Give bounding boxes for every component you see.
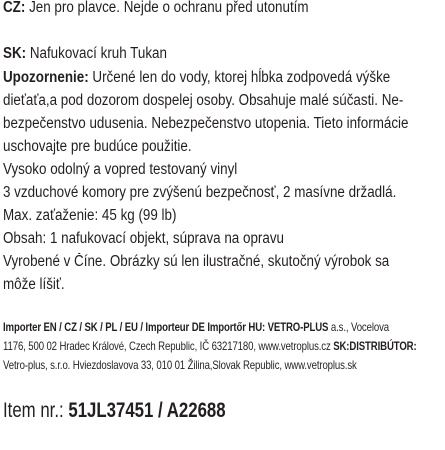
sk-label: SK: <box>3 45 27 62</box>
sk-warning-line: bezpečenstvo udusenia. Nebezpečenstvo utopenia. Tieto informácie <box>3 115 409 132</box>
sk-info-line: 3 vzduchové komory pre zvýšenú bezpečnosť, 2 masívne držadlá. <box>3 184 397 201</box>
sk-warning-text: Určené len do vody, ktorej hĺbka zodpovedá výške <box>88 69 391 86</box>
sk-warning-line: uschovajte pre budúce použitie. <box>3 138 192 155</box>
item-number-line <box>3 399 226 423</box>
sk-product-line <box>3 45 167 63</box>
cz-label: CZ: <box>3 0 26 16</box>
sk-info-line: Obsah: 1 nafukovací objekt, súprava na opravu <box>3 230 284 247</box>
item-number-value: 51JL37451 / A22688 <box>68 399 226 422</box>
sk-info-line: Vyrobené v Číne. Obrázky sú len ilustračné, skutočný výrobok sa <box>3 253 390 270</box>
importer-address-line <box>3 339 417 353</box>
sk-warning-line: dieťaťa,a pod dozorom dospelej osoby. Obsahuje malé súčasti. Ne- <box>3 92 404 109</box>
sk-distributor-label: SK:DISTRIBÚTOR: <box>333 339 417 353</box>
sk-product-name: Nafukovací kruh Tukan <box>26 45 167 62</box>
cz-text: Jen pro plavce. Nejde o ochranu před utonutím <box>25 0 309 16</box>
importer-line <box>3 320 389 334</box>
sk-info-line: Vysoko odolný a vopred testovaný vinyl <box>3 161 238 178</box>
sk-info-line: môže líšiť. <box>3 276 65 293</box>
item-number-label: Item nr.: <box>3 399 69 422</box>
importer-address: 1176, 500 02 Hradec Králové, Czech Republic, IČ 63217180, www.vetroplus.cz <box>3 339 334 353</box>
sk-warning-line <box>3 69 390 87</box>
distributor-address-line: Vetro-plus, s.r.o. Hviezdoslavova 33, 010 01 Žilina,Slovak Republic, www.vetroplus.sk <box>3 358 357 372</box>
cz-warning-line <box>3 0 309 17</box>
importer-company-suffix: a.s., Vocelova <box>328 320 389 334</box>
sk-info-line: Max. zaťaženie: 45 kg (99 lb) <box>3 207 177 224</box>
importer-heading: Importer EN / CZ / SK / PL / EU / Importeur DE Importőr HU: VETRO-PLUS <box>3 320 329 334</box>
sk-warning-label: Upozornenie: <box>3 69 89 86</box>
